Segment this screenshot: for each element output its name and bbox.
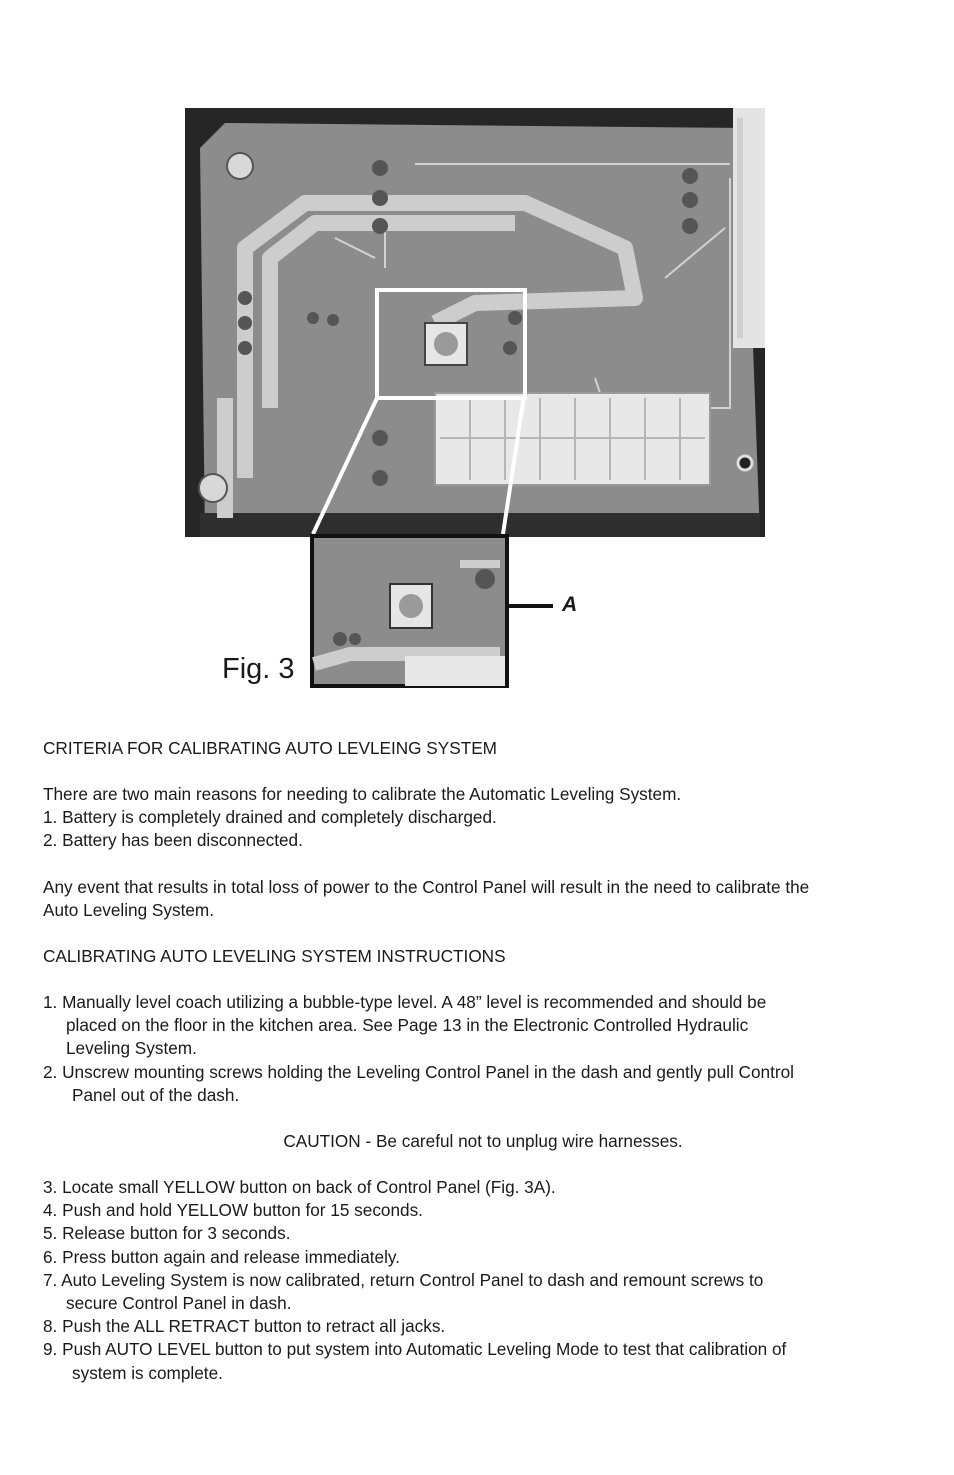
step-line: 1. Manually level coach utilizing a bubble-type level. A 48” level is recommended and should be (43, 992, 767, 1012)
power-loss-line: Any event that results in total loss of power to the Control Panel will result in the need to calibrate the (43, 877, 810, 897)
step-line: 5. Release button for 3 seconds. (43, 1223, 291, 1244)
circuit-board-photo (185, 108, 765, 537)
step-line: 4. Push and hold YELLOW button for 15 seconds. (43, 1200, 423, 1221)
step-line: Leveling System. (66, 1038, 197, 1059)
criteria-heading (43, 737, 923, 760)
step-line: Panel out of the dash. (72, 1084, 240, 1105)
caution-note (43, 1130, 923, 1153)
step-line: 7. Auto Leveling System is now calibrated, return Control Panel to dash and remount screws to (43, 1269, 764, 1290)
intro-text: There are two main reasons for needing to calibrate the Automatic Leveling System. (43, 784, 682, 804)
button-closeup-photo (310, 534, 509, 688)
step-line: 3. Locate small YELLOW button on back of Control Panel (Fig. 3A). (43, 1177, 556, 1197)
instructions-heading-text: CALIBRATING AUTO LEVELING SYSTEM INSTRUCTIONS (43, 946, 506, 966)
step-line: 8. Push the ALL RETRACT button to retract all jacks. (43, 1316, 446, 1337)
reason-item: 1. Battery is completely drained and completely discharged. (43, 807, 497, 828)
power-loss-paragraph (43, 876, 923, 922)
power-loss-line: Auto Leveling System. (43, 900, 215, 921)
step-line: system is complete. (72, 1362, 223, 1383)
steps-part-one (43, 991, 923, 1107)
step-line: 9. Push AUTO LEVEL button to put system into Automatic Leveling Mode to test that calibration of (43, 1339, 787, 1360)
steps-part-two (43, 1176, 923, 1385)
callout-letter-a: A (562, 593, 578, 616)
step-line: secure Control Panel in dash. (66, 1293, 292, 1314)
criteria-heading-text: CRITERIA FOR CALIBRATING AUTO LEVLEING SYSTEM (43, 738, 497, 758)
reason-item: 2. Battery has been disconnected. (43, 830, 303, 851)
reasons-section (43, 783, 923, 853)
instructions-heading (43, 945, 923, 968)
step-line: 2. Unscrew mounting screws holding the Leveling Control Panel in the dash and gently pull Control (43, 1061, 794, 1082)
step-line: placed on the floor in the kitchen area. See Page 13 in the Electronic Controlled Hydraulic (66, 1015, 749, 1036)
figure-label: Fig. 3 (222, 653, 295, 685)
step-line: 6. Press button again and release immediately. (43, 1246, 401, 1267)
caution-text: CAUTION - Be careful not to unplug wire harnesses. (283, 1131, 683, 1151)
